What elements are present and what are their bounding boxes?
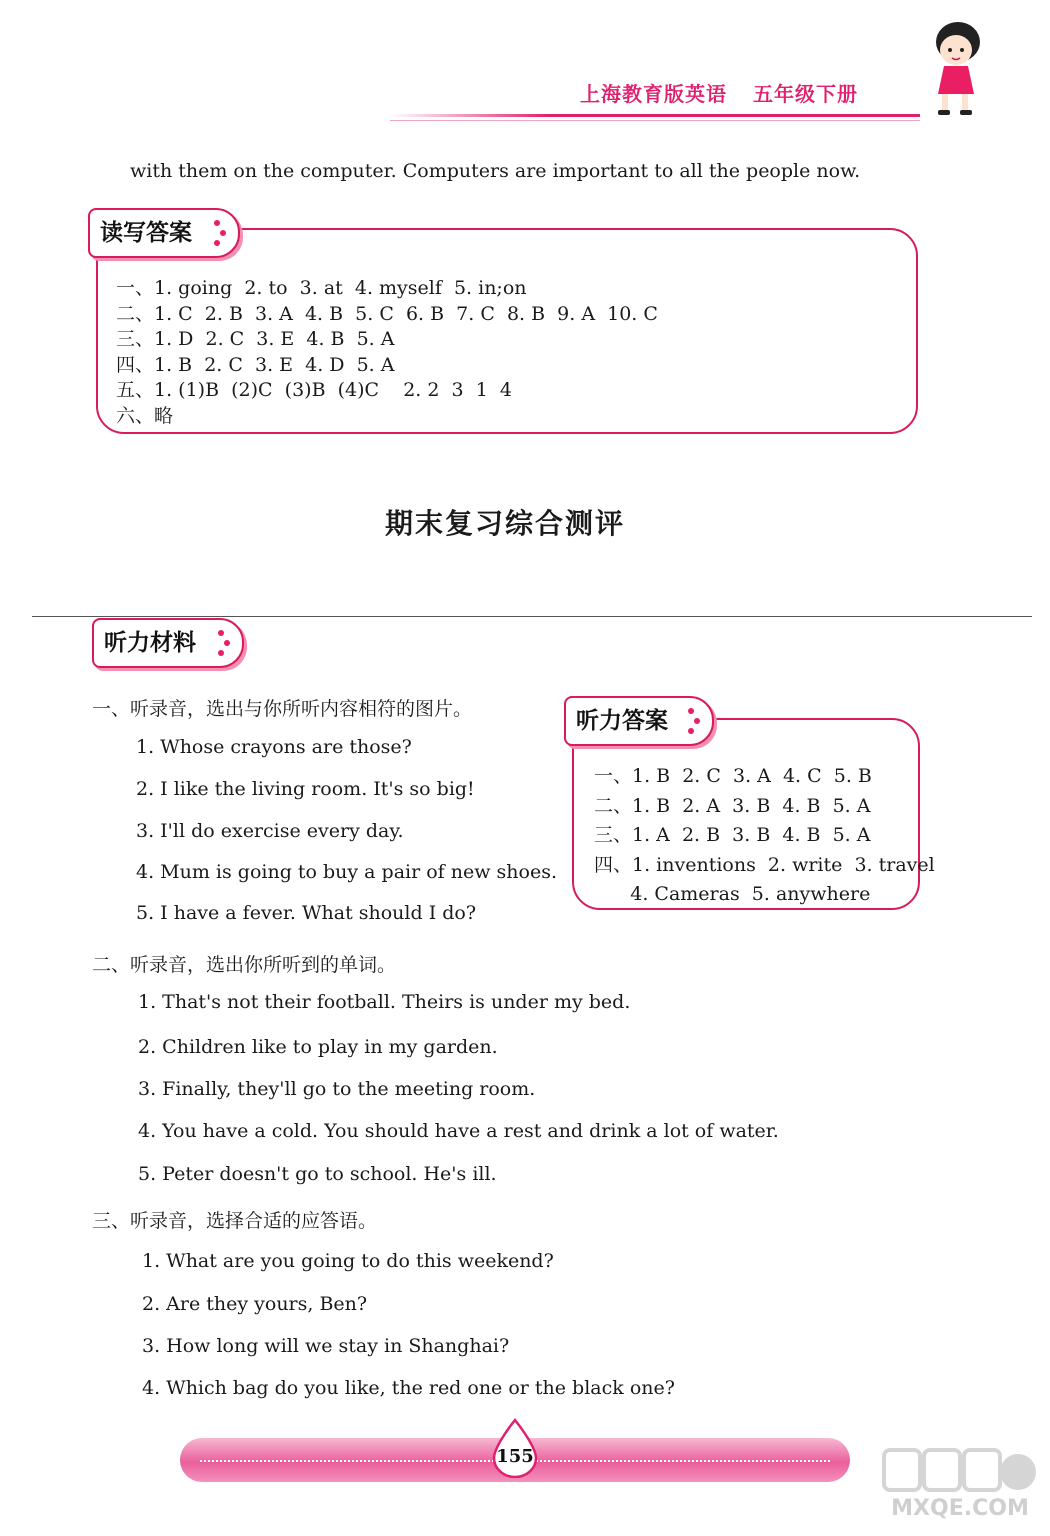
reading-answers-list [116, 276, 658, 429]
page-number: 155 [496, 1446, 534, 1467]
answer-line: 五、1. (1)B (2)C (3)B (4)C 2. 2 3 1 4 [116, 379, 512, 401]
question-item: 3. I'll do exercise every day. [136, 820, 404, 842]
answer-line: 四、1. inventions 2. write 3. travel [594, 853, 935, 876]
answer-line: 三、1. D 2. C 3. E 4. B 5. A [116, 328, 395, 350]
question-item: 3. How long will we stay in Shanghai? [142, 1335, 510, 1357]
book-title: 上海教育版英语 [580, 82, 727, 106]
question-item: 2. Children like to play in my garden. [138, 1036, 498, 1058]
section-divider [32, 616, 1032, 617]
answer-line: 四、1. B 2. C 3. E 4. D 5. A [116, 353, 395, 376]
watermark-text: MXQE.COM [891, 1496, 1029, 1521]
intro-paragraph: with them on the computer. Computers are important to all the people now. [130, 160, 861, 182]
answer-line: 二、1. B 2. A 3. B 4. B 5. A [594, 794, 871, 817]
header-rule-thin [390, 120, 920, 121]
part-heading: 三、听录音，选择合适的应答语。 [92, 1210, 378, 1232]
part-heading: 一、听录音，选出与你所听内容相符的图片。 [92, 698, 473, 720]
dots-icon [218, 630, 232, 658]
listening-answers-tag [564, 696, 714, 746]
answer-line: 一、1. B 2. C 3. A 4. C 5. B [594, 765, 872, 787]
question-item: 2. I like the living room. It's so big! [136, 778, 475, 800]
question-item: 5. I have a fever. What should I do? [136, 902, 477, 924]
question-item: 4. You have a cold. You should have a rest and drink a lot of water. [138, 1120, 779, 1142]
reading-answers-label: 读写答案 [100, 220, 192, 246]
answer-line: 六、略 [116, 404, 174, 427]
question-item: 4. Which bag do you like, the red one or the black one? [142, 1377, 675, 1399]
grade-title: 五年级下册 [753, 82, 858, 106]
section-title: 期末复习综合测评 [384, 507, 625, 540]
part-heading: 二、听录音，选出你所听到的单词。 [92, 954, 397, 976]
question-item: 2. Are they yours, Ben? [142, 1293, 368, 1315]
listening-material-label: 听力材料 [104, 630, 196, 656]
answer-line: 二、1. C 2. B 3. A 4. B 5. C 6. B 7. C 8. B 9. A 10. C [116, 302, 658, 325]
question-item: 3. Finally, they'll go to the meeting room. [138, 1078, 536, 1100]
listening-answers-list [594, 762, 935, 910]
book-header [580, 78, 858, 107]
answer-line: 一、1. going 2. to 3. at 4. myself 5. in;on [116, 277, 527, 299]
answer-line: 三、1. A 2. B 3. B 4. B 5. A [594, 824, 871, 847]
question-item: 5. Peter doesn't go to school. He's ill. [138, 1163, 497, 1185]
dots-icon [688, 708, 702, 736]
dots-icon [214, 220, 228, 248]
question-item: 1. What are you going to do this weekend? [142, 1250, 554, 1272]
mascot-girl-icon [920, 14, 990, 124]
header-rule [390, 114, 920, 117]
question-item: 4. Mum is going to buy a pair of new shoes. [136, 861, 557, 883]
question-item: 1. Whose crayons are those? [136, 736, 412, 758]
listening-material-tag [92, 618, 244, 668]
reading-answers-tag [88, 208, 240, 258]
listening-answers-label: 听力答案 [576, 708, 668, 734]
question-item: 1. That's not their football. Theirs is under my bed. [138, 991, 631, 1013]
answer-line: 4. Cameras 5. anywhere [594, 883, 871, 906]
